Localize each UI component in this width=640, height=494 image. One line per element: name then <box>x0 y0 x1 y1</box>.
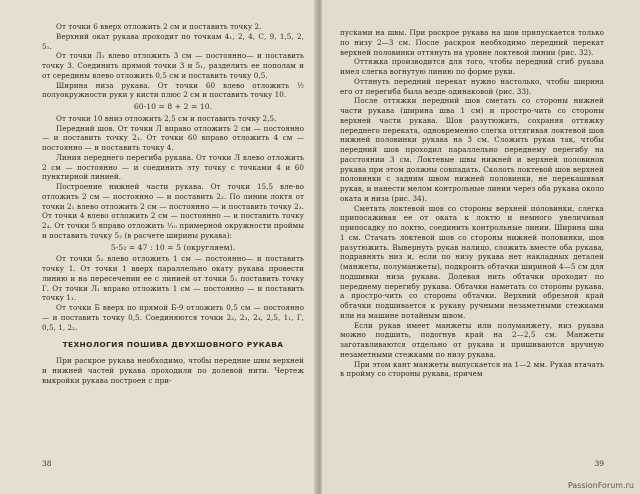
paragraph: От точки 10 вниз отложить 2,5 см и поставить точку 2,5. <box>56 113 277 123</box>
paragraph-front-seam: Передний шов. От точки Л вправо отложить 2 см — постоянно — и поставить точку 2₁. От точки 60 вправо отложить 4 см — постоянно — и поставить точку 4. <box>42 123 304 152</box>
paragraph: Оттянуть передний перекат нужно настолько, чтобы ширина его от перегиба была везде одинаковой (рис. 33). <box>340 76 604 96</box>
page-number: 39 <box>594 459 604 468</box>
paragraph: От точки 5₂ влево отложить 1 см — постоянно— и поставить точку 1. От точки 1 вверх параллельно окату рукава провести линию и на пересечении ее с линией от точки 5₁ поставить точку Г. От точки Л₁ вправо отложить 1 см — постоянно — и поставить точку 1₁. <box>42 254 304 303</box>
paragraph: При раскрое рукава необходимо, чтобы передние швы верхней и нижней частей рукава проходили по долевой нити. Чертеж выкройки рукава построен с при- <box>42 356 304 385</box>
formula: 60-10 = 8 + 2 = 10. <box>133 102 213 111</box>
paragraph: После оттяжки передний шов сметать со стороны нижней части рукава (ширина шва 1 см) и простро-чить со стороны верхней части рукава. Шов разутюжить, сохраняя оттяжку переднего переката, одновременно слегка оттягивая локтевой шов нижней половинки рукава на 3 см. Сложить рукав так, чтобы передний шов проходил параллельно переднему перегибу на расстоянии 3 см. Локтевые швы нижней и верхней половинок рукава при этом должны совпадать. Сколоть локтевой шов верхней половинки с задним швом нижней половинки, не перекашивая рукав, и нанести мелом контрольные линии через оба рукава около оката и низа (рис. 34). <box>340 96 604 203</box>
section-heading: ТЕХНОЛОГИЯ ПОШИВА ДВУХШОВНОГО РУКАВА <box>62 340 284 350</box>
paragraph: От точки Б вверх по прямой Б-9 отложить 0,5 см — постоянно — и поставить точку 0,5. Соединяются точки 2₂, 2₃, 2₄, 2,5, 1₁, Г, 0,5, 1, 2₂. <box>42 303 304 332</box>
paragraph: Сметать локтевой шов со стороны верхней половинки, слегка припосаживая ее от оката к локтю и немного увеличивая припосадку по локтю, соединить контрольные линии. Ширина шва 1 см. Стачать локтевой шов со стороны нижней половинки, шов разутюжить. Вывернуть рукав налицо, сложить вместе оба рукава, подравнять низ и, если по низу рукава нет накладных деталей (манжеты, полуманжеты), подкроить обтачки шириной 4—5 см для подшивки низа рукава. Долевая нить обтачки проходит по переднему перегибу рукава. Обтачки наметать со стороны рукава, а простро-чить со стороны обтачки. Верхний обрезной край обтачки подшивается к рукаву ручными незаметными стежками или на машине потайным швом. <box>340 203 604 320</box>
watermark: PassionForum.ru <box>567 481 634 490</box>
formula: 5-5₂ = 47 : 10 = 5 (округляем). <box>110 242 236 252</box>
paragraph: Если рукав имеет манжеты или полуманжету, низ рукава можно подшить, подогнув край на 2—2,5 см. Манжеты заготавливаются отдельно от рукава и пришиваются вручную незаметными стежками по низу рукава. <box>340 320 604 359</box>
right-page <box>322 0 640 494</box>
paragraph: пусками на швы. При раскрое рукава на шов припускается только по низу 2—3 см. После раскроя необходимо передний перекат верхней половинки оттянуть на уровне локтевой линии (рис. 32). <box>340 28 604 57</box>
paragraph-lower-sleeve: Построение нижней части рукава. От точки 15,5 вле-во отложить 2 см — постоянно — и поставить 2₂. По линии локтя от точки 2₁ влево отложить 2 см — постоянно — и поставить точку 2₃. От точки 4 влево отложить 2 см — постоянно — и поставить точку 2₄. От точки 5 вправо отложить ¹⁄₁₀ примерной окружности проймы и поставить точку 5₂ (в расчете ширины рукава): <box>42 182 304 240</box>
paragraph-sleeve-bottom-width: Ширина низа рукава. От точки 60 влево отложить ½ полуокружности руки у кисти плюс 2 см и поставить точку 10. <box>42 80 304 100</box>
paragraph: От точки Л₁ влево отложить 3 см — постоянно— и поставить точку 3. Соединить прямой точки 3 и 5₁, разделить ее пополам и от середины влево отложить 0,5 см и поставить точку 0,5. <box>42 51 304 80</box>
left-page <box>0 0 318 494</box>
paragraph: Верхний окат рукава проходит по точкам 4₁, 2, 4, С, 9, 1,5, 2, 5₁. <box>42 31 304 51</box>
paragraph: При этом кант манжеты выпускается на 1—2 мм. Рукав втачать в пройму со стороны рукава, причем <box>340 359 604 379</box>
paragraph: От точки 6 вверх отложить 2 см и поставить точку 2. <box>56 22 262 31</box>
paragraph-front-fold-line: Линия переднего перегиба рукава. От точки Л влево отложить 2 см — постоянно — и соединить эту точку с точками 4 и 60 пунктирной линией. <box>42 152 304 182</box>
page-number: 38 <box>42 459 52 468</box>
paragraph: Оттяжка производится для того, чтобы передний сгиб рукава имел слегка вогнутую линию по форме руки. <box>340 57 604 76</box>
